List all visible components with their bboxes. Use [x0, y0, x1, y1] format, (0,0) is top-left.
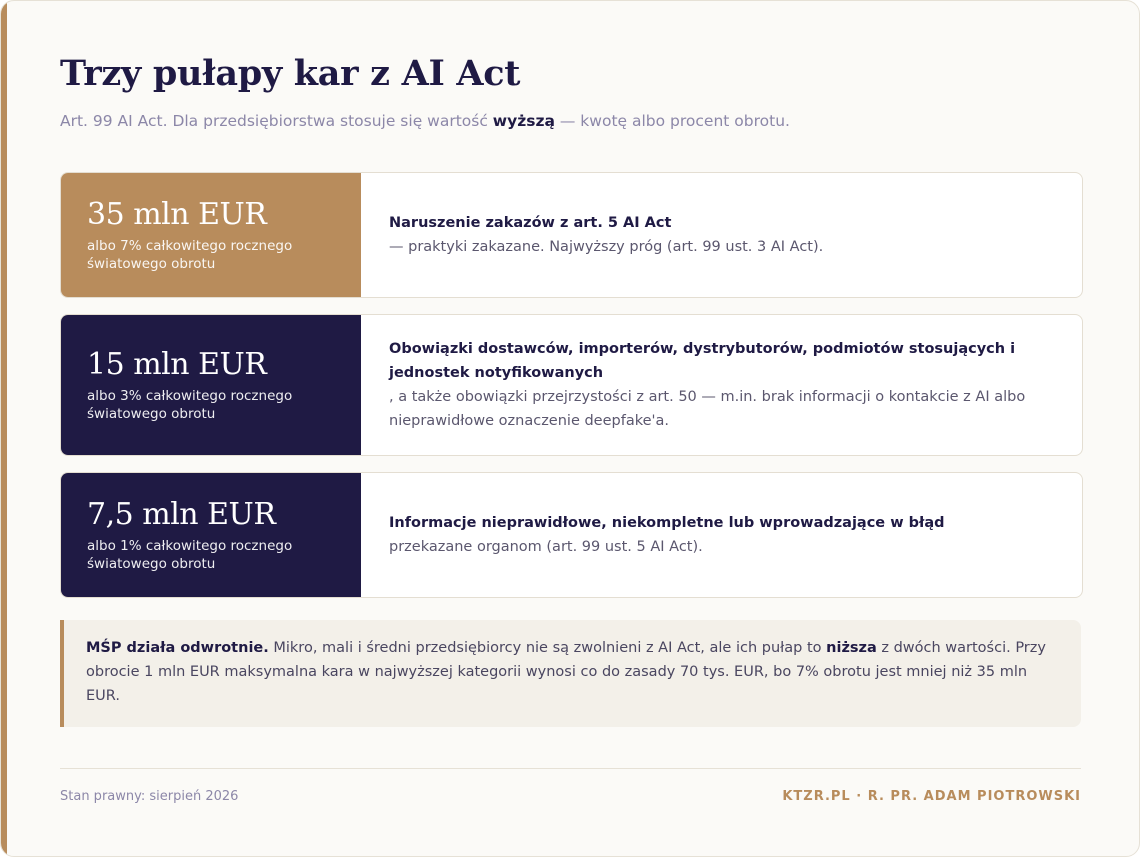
tier-turnover-note: albo 3% całkowitego rocznego światowego obrotu — [87, 388, 293, 422]
sme-note-emphasis: niższa — [826, 640, 877, 656]
author-credit: KTZR.PL · R. PR. ADAM PIOTROWSKI — [782, 789, 1081, 804]
tier-amount-panel — [61, 315, 361, 455]
footer-divider — [60, 768, 1081, 769]
tier-heading: Naruszenie zakazów z art. 5 AI Act — [389, 215, 672, 231]
sme-note-text-end: z dwóch wartości. Przy obrocie 1 mln EUR maksymalna kara w najwyższej kategorii wynosi co do zasady 70 tys. EUR, bo 7% obrotu jest mniej niż 35 mln EUR. — [86, 640, 1046, 704]
tier-amount-panel — [61, 173, 361, 297]
tier-turnover-note: albo 7% całkowitego rocznego światowego obrotu — [87, 238, 293, 272]
left-accent-bar — [1, 1, 7, 856]
sme-note-text: Mikro, mali i średni przedsiębiorcy nie są zwolnieni z AI Act, ale ich pułap to — [268, 640, 827, 656]
subtitle-text: Art. 99 AI Act. Dla przedsiębiorstwa stosuje się wartość — [60, 112, 493, 130]
page-title: Trzy pułapy kar z AI Act — [60, 53, 521, 94]
tier-amount-panel — [61, 473, 361, 597]
tier-description — [361, 173, 1082, 297]
tier-turnover-note: albo 1% całkowitego rocznego światowego obrotu — [87, 538, 293, 572]
tier-amount: 35 mln EUR — [87, 197, 267, 232]
sme-note — [60, 620, 1081, 727]
penalty-tier-1 — [60, 172, 1083, 298]
sme-note-lead: MŚP działa odwrotnie. — [86, 640, 269, 656]
subtitle-emphasis: wyższą — [492, 112, 555, 130]
page-subtitle — [60, 112, 790, 130]
tier-text: , a także obowiązki przejrzystości z art. 50 — m.in. brak informacji o kontakcie z AI albo nieprawidłowe oznaczenie deepfake'a. — [389, 389, 1026, 429]
tier-amount: 15 mln EUR — [87, 347, 267, 382]
penalty-tier-2 — [60, 314, 1083, 456]
tier-heading: Obowiązki dostawców, importerów, dystrybutorów, podmiotów stosujących i jednostek notyfikowanych — [389, 341, 1016, 381]
tier-amount: 7,5 mln EUR — [87, 497, 276, 532]
subtitle-text-end: — kwotę albo procent obrotu. — [554, 112, 790, 130]
tier-text: — praktyki zakazane. Najwyższy próg (art. 99 ust. 3 AI Act). — [389, 239, 824, 255]
tier-text: przekazane organom (art. 99 ust. 5 AI Act). — [389, 539, 703, 555]
tier-description — [361, 315, 1082, 455]
tier-description — [361, 473, 1082, 597]
penalty-tier-3 — [60, 472, 1083, 598]
legal-status-date: Stan prawny: sierpień 2026 — [60, 789, 239, 804]
tier-heading: Informacje nieprawidłowe, niekompletne lub wprowadzające w błąd — [389, 515, 945, 531]
